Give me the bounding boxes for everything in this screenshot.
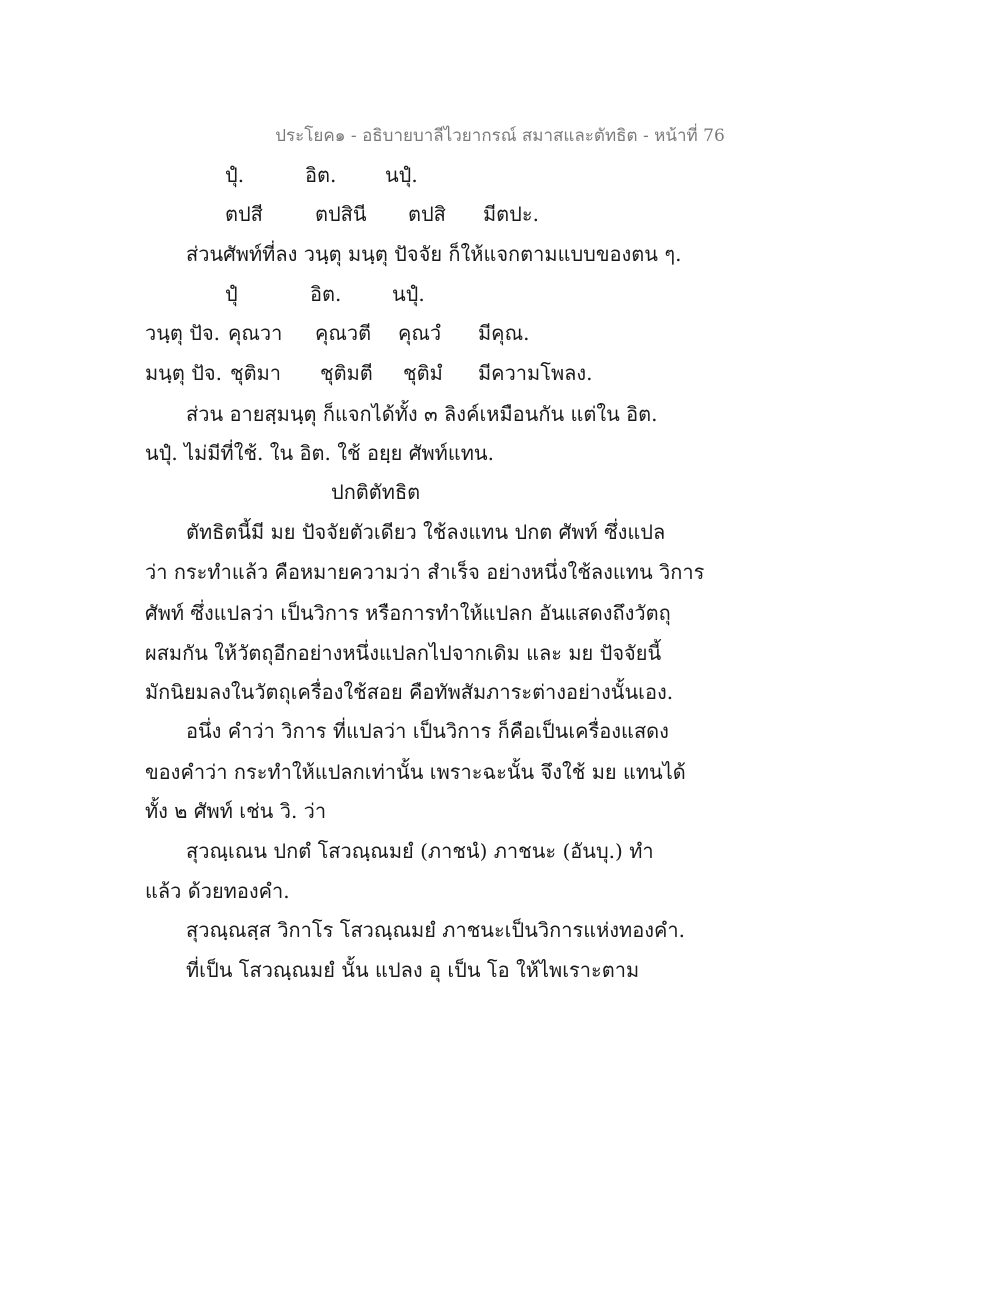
table1-header-neuter: นปุํ. [385, 163, 418, 187]
table2-header-masculine: ปุํ [225, 282, 238, 306]
table2-cell: มีคุณ. [478, 321, 530, 345]
paragraph-line: ของคำว่า กระทำให้แปลกเท่านั้น เพราะฉะนั้น จึงใช้ มย แทนได้ [145, 760, 686, 784]
paragraph-line: ส่วน อายสฺมนฺตุ ก็แจกได้ทั้ง ๓ ลิงค์เหมือนกัน แต่ใน อิต. [186, 402, 658, 426]
paragraph-line: ทั้ง ๒ ศัพท์ เช่น วิ. ว่า [145, 799, 327, 823]
paragraph-line: ตัทธิตนี้มี มย ปัจจัยตัวเดียว ใช้ลงแทน ปกต ศัพท์ ซึ่งแปล [186, 520, 666, 544]
table2-cell: ชุติมา [230, 361, 281, 385]
example-line: แล้ว ด้วยทองคำ. [145, 879, 290, 903]
table1-cell: ตปสี [225, 202, 263, 226]
paragraph-line: นปุํ. ไม่มีที่ใช้. ใน อิต. ใช้ อยฺย ศัพท์แทน. [145, 441, 494, 465]
paragraph-line: ผสมกัน ให้วัตถุอีกอย่างหนึ่งแปลกไปจากเดิม และ มย ปัจจัยนี้ [145, 641, 662, 665]
table2-header-feminine: อิต. [310, 282, 342, 306]
table2-cell: ชุติมตี [320, 361, 373, 385]
paragraph-line: ว่า กระทำแล้ว คือหมายความว่า สำเร็จ อย่างหนึ่งใช้ลงแทน วิการ [145, 560, 705, 584]
table2-cell: คุณวา [228, 321, 283, 345]
example-line: สุวณฺเณน ปกตํ โสวณฺณมยํ (ภาชนํ) ภาชนะ (อันบุ.) ทำ [186, 839, 654, 863]
table2-header-neuter: นปุํ. [392, 282, 425, 306]
paragraph-line: อนึ่ง คำว่า วิการ ที่แปลว่า เป็นวิการ ก็คือเป็นเครื่องแสดง [186, 719, 669, 743]
paragraph-line: มักนิยมลงในวัตถุเครื่องใช้สอย คือทัพสัมภาระต่างอย่างนั้นเอง. [145, 680, 674, 704]
table2-cell: ชุติมํ [403, 361, 443, 385]
paragraph-line: ที่เป็น โสวณฺณมยํ นั้น แปลง อุ เป็น โอ ให้ไพเราะตาม [186, 958, 640, 982]
table2-cell: คุณวตี [315, 321, 372, 345]
paragraph-vantu: ส่วนศัพท์ที่ลง วนฺตุ มนฺตุ ปัจจัย ก็ให้แจกตามแบบของตน ๆ. [186, 242, 682, 266]
table2-cell: วนฺตุ ปัจ. [145, 321, 221, 345]
table1-cell: ตปสิ [408, 202, 446, 226]
paragraph-line: ศัพท์ ซึ่งแปลว่า เป็นวิการ หรือการทำให้แปลก อันแสดงถึงวัตถุ [145, 601, 671, 625]
page-header: ประโยค๑ - อธิบายบาลีไวยากรณ์ สมาสและตัทธิต - หน้าที่ 76 [275, 126, 725, 146]
table2-cell: คุณวํ [398, 321, 442, 345]
table1-header-feminine: อิต. [305, 163, 337, 187]
table2-cell: มีความโพลง. [478, 361, 593, 385]
section-title: ปกติตัทธิต [331, 480, 421, 504]
table1-header-masculine: ปุํ. [225, 163, 245, 187]
example-line: สุวณฺณสฺส วิกาโร โสวณฺณมยํ ภาชนะเป็นวิการแห่งทองคำ. [186, 918, 685, 942]
table2-cell: มนฺตุ ปัจ. [145, 361, 222, 385]
table1-cell: มีตปะ. [483, 202, 539, 226]
table1-cell: ตปสินี [315, 202, 367, 226]
